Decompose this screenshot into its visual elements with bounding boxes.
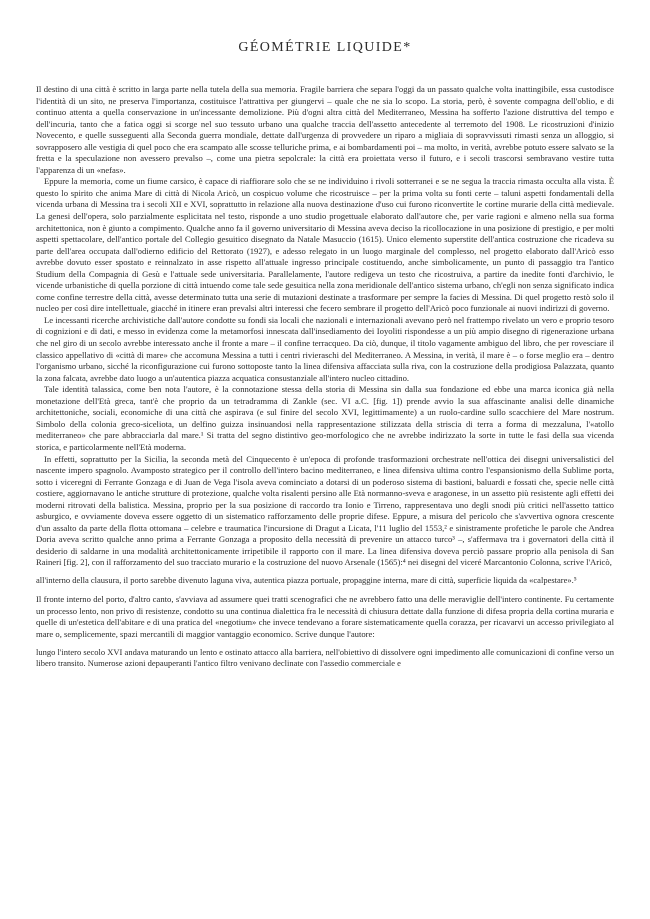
article-body [36,84,614,669]
paragraph-1: Il destino di una città è scritto in larga parte nella tutela della sua memoria. Fragile barriera che separa l'oggi da un passato qualche volta inattingibile, essa custodisce l'identità di un sito, ne preserva l'importanza, costituisce l'attrattiva per giungervi – quale che ne sia lo scopo. La storia, però, è sovente compagna dell'oblio, e di continuo attenta a quella conservazione in un'incessante demolizione. Più d'ogni altra città del Mediterraneo, Messina ha sofferto l'azione distruttiva del tempo e dell'incuria, tanto che a fatica oggi si scorge nel suo tessuto urbano una qualche traccia dell'assetto antecedente al terremoto del 1908. Le ricostruzioni d'inizio Novecento, e quelle susseguenti alla Seconda guerra mondiale, dettate dall'urgenza di provvedere un riparo a migliaia di sopravvissuti rimasti senza un alloggio, si sovrapposero alle vestigia di quel poco che era scampato alle scosse telluriche prima, e ai bombardamenti poi – ma molto, in verità, avrebbe potuto essere salvato se la fretta e la speculazione non avessero prevalso –, come una pietra sepolcrale: la città era proiettata verso il futuro, e i secoli trascorsi sembravano vestire tutta l'apparenza di un «nefas». [36,84,614,175]
block-quote-2: lungo l'intero secolo XVI andava maturando un lento e ostinato attacco alla barriera, nell'obiettivo di dissolvere ogni impedimento alle comunicazioni di confine verso un libero transito. Numerose azioni depauperanti l'antico filtro venivano declinate con l'assedio commerciale e [36,646,614,668]
page-title: GÉOMÉTRIE LIQUIDE* [238,40,412,55]
paragraph-3: Le incessanti ricerche archivistiche dall'autore condotte su fondi sia locali che nazionali e internazionali avevano però nel frattempo rivelato un vero e proprio tesoro di cognizioni e di dati, e messo in evidenza come la metamorfosi innescata dall'insediamento dei Ioyoliti rispondesse a un più ampio disegno di rigenerazione urbana che nel giro di un secolo avrebbe interessato anche il fronte a mare – il confine terracqueo. Da ciò, dunque, il titolo vagamente ambiguo del libro, che per rovesciare il classico appellativo di «città di mare» che accomuna Messina a tutti i centri rivieraschi del Mediterraneo. A Messina, in verità, il mare è – o forse meglio era – dentro l'organismo urbano, sicché la riconfigurazione cui furono sottoposte tanto la linea difensiva affacciata sulla riva, con la costruzione della prodigiosa Palazzata, quanto la zona falcata, avrebbe dato luogo a un'autentica piazza acquatica consustanziale all'intero nucleo cittadino. [36,314,614,383]
block-quote: all'interno della clausura, il porto sarebbe divenuto laguna viva, autentica piazza portuale, propaggine interna, mare di città, superficie liquida da «calpestare».⁵ [36,574,577,585]
paragraph-4: Tale identità talassica, come ben nota l'autore, è la connotazione stessa della storia di Messina sin dalla sua fondazione ed ebbe una marca iconica già nella monetazione dell'Età greca, tant'è che proprio da un tetradramma di Zankle (sec. VI a.C. [fig. 1]) prende avvio la sua affascinante analisi delle dinamiche architettoniche, sociali, economiche di una città che aspirava (e sul finire del secolo XVI, legittimamente) a un ruolo-cardine sullo scacchiere del Mare nostrum. Simbolo della colonia greco-siceliota, un delfino guizza insinuandosi nella rappresentazione stilizzata della striscia di terra a forma di mezzaluna, l'«atollo mediterraneo» che pare abbracciarla dal mare.¹ Si tratta del segno distintivo geo-morfologico che ne avrebbe indirizzato la sorte in tutte le fasi della sua vicenda storica, e particolarmente nell'Età moderna. [36,384,614,452]
paragraph-5: In effetti, soprattutto per la Sicilia, la seconda metà del Cinquecento è un'epoca di profonde trasformazioni orchestrate nell'ottica dei disegni universalistici del nascente impero spagnolo. Avamposto strategico per il controllo dell'intero bacino mediterraneo, e linea difensiva ultima contro l'espansionismo della Sublime porta, sotto i viceregni di Ferrante Gonzaga e di Juan de Vega l'isola aveva cominciato a dotarsi di un poderoso sistema di bastioni, baluardi e fossati che, specie nelle città costiere, aggiornavano le antiche strutture di protezione, qualche volta risalenti persino alle Età normanno-sveva e aragonese, in un assetto più resistente agli effetti dei moderni ritrovati della balistica. Messina, proprio per la sua posizione di raccordo tra Ionio e Tirreno, rappresentava uno degli snodi più critici nell'assetto tattico asburgico, e ovviamente doveva essere oggetto di un sistematico rafforzamento delle proprie difese. Eppure, a misura del pericolo che s'avvertiva ognora crescente d'un assalto da parte della flotta ottomana – celebre e traumatica l'incursione di Dragut a Licata, l'11 luglio del 1553,² e sinistramente profetiche le parole che Andrea Doria aveva scritto qualche anno prima a Ferrante Gonzaga a proposito della necessità di prevenire un attacco turco³ –, s'affermava tra i governatori della città il desiderio di saldarne in una modalità architettonicamente irripetibile il rapporto con il mare. La linea difensiva doveva perciò passare proprio alla penisola di San Raineri [fig. 2], con il rafforzamento del suo tracciato murario e la costruzione del nuovo Arsenale (1565):⁴ nei disegni del viceré Marcantonio Colonna, scrive l'Aricò, [36,453,614,568]
paragraph-2: Eppure la memoria, come un fiume carsico, è capace di riaffiorare solo che se ne individuino i rivoli sotterranei e se ne segua la traccia rimasta occulta alla vista. È questo lo spirito che anima Mare di città di Nicola Aricò, un cospicuo volume che ricostruisce – per la prima volta su fonti certe – taluni aspetti fondamentali della vicenda urbana di Messina tra i secoli XII e XVI, soprattutto in relazione alla nuova destinazione d'uso cui furono riconvertite le cortine murarie della città medievale. La genesi dell'opera, solo parzialmente esplicitata nel testo, risponde a uno studio progettuale elaborato dall'autore che, per varie ragioni e almeno nella sua forma architettonica, non è giunto a compimento. Qualche anno fa il governo universitario di Messina aveva deciso la ricollocazione in una posizione di prestigio, e per molti aspetti spettacolare, dell'antico portale del Collegio gesuitico disegnato da Natale Masuccio (1615). Unico elemento superstite dell'antica costruzione che ricadeva su parte dell'area occupata dall'odierno edificio del Rettorato (1927), e adesso relegato in un luogo marginale del complesso, nel progetto elaborato dall'Aricò esso avrebbe dovuto esser spostato e reinnalzato in asse rispetto all'attuale ingresso principale costituendo, anche simbolicamente, un punto di passaggio tra l'antico Studium della Compagnia di Gesù e l'attuale sede universitaria. Parallelamente, l'autore redigeva un testo che ricostruiva, a partire da inedite fonti d'archivio, le vicende urbanistiche di quella porzione di città intuendo come tale sede gesuitica nella zona meridionale dell'antico sistema urbano, ch'egli non senza significato indica come confine terrestre della città, avesse determinato tutta una serie di mutazioni destinate a trasformare per sempre la facies di Messina. Di quel progetto restò solo il nucleo per così dire intellettuale, giacché in itinere eran prevalsi altri interessi che fecero sembrare il progetto dell'Aricò poco funzionale ai nuovi indirizzi di governo. [36,176,614,314]
paragraph-6: Il fronte interno del porto, d'altro canto, s'avviava ad assumere quei tratti scenografici che ne avrebbero fatto una delle meraviglie dell'intero continente. Fu certamente un processo lento, non privo di resistenze, condotto su una continua dialettica fra le necessità di chiusura dettate dalla funzione di difesa propria della cortina muraria e quelle di un'estetica dell'abitare e di una pratica del «negotium» che invece tendevano a forare sistematicamente quella corazza, per ricavarvi un accesso privilegiato al mare o, semplicemente, spazi mercantili di maggior vantaggio economico. Scrive dunque l'autore: [36,594,614,640]
